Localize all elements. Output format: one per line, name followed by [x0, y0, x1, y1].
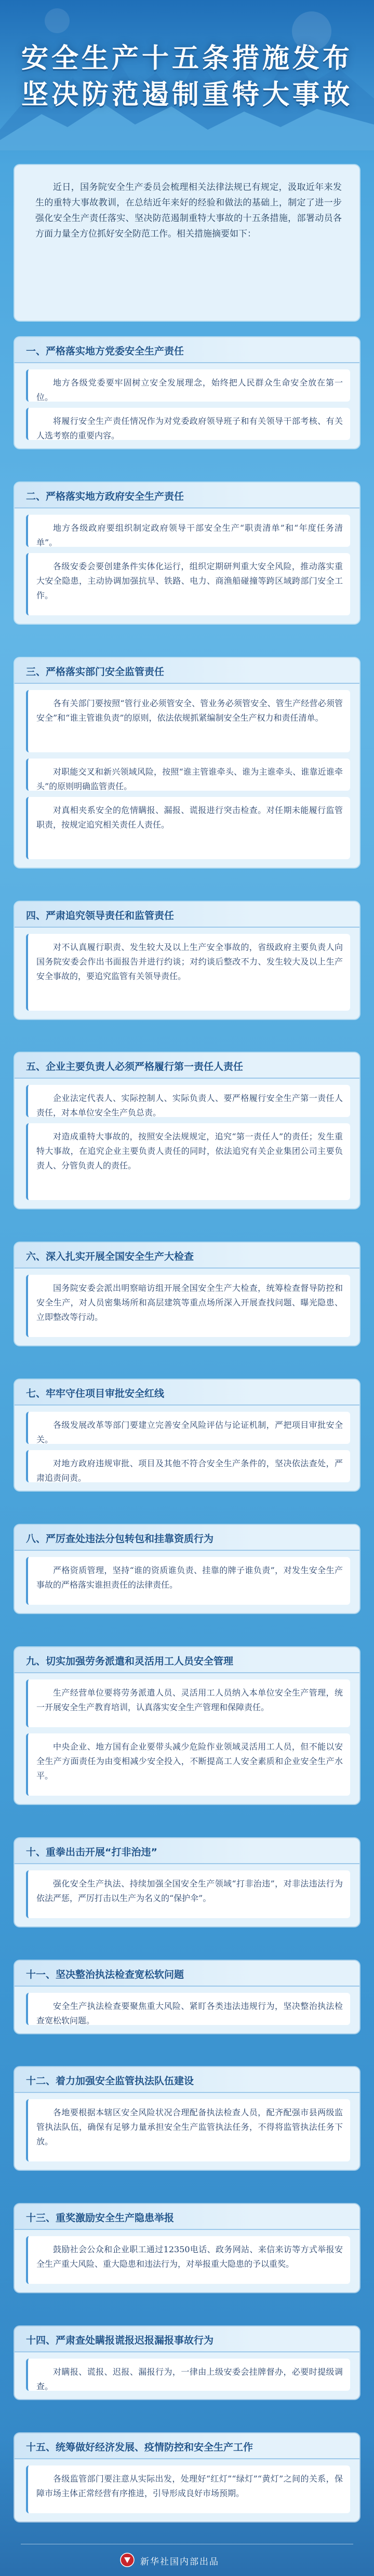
section-card: [26, 1993, 350, 2025]
section-title: 九、切实加强劳务派遣和灵活用工人员安全管理: [26, 1655, 234, 1667]
section-card: [26, 553, 350, 615]
section-card: [26, 1733, 350, 1796]
intro-panel: [15, 165, 359, 321]
section-card: [26, 1557, 350, 1605]
section-7: [15, 1380, 359, 1491]
intro-paragraph: 近日，国务院安全生产委员会梳理相关法律法规已有规定，汲取近年来发生的重特大事故教训，在总结近年来好的经验和做法的基础上，制定了进一步强化安全生产责任落实、坚决防范遏制重特大事故的十五条措施，部署动员各方面力量全方位抓好安全防范工作。相关措施摘要如下：: [35, 182, 342, 239]
section-11: [15, 1961, 359, 2033]
section-card: [26, 2099, 350, 2161]
section-header: [15, 1380, 359, 1406]
section-paragraph: 生产经营单位要将劳务派遣人员、灵活用工人员纳入本单位安全生产管理，统一开展安全生产教育培训，认真落实安全生产管理和保障责任。: [36, 1687, 343, 1712]
section-title: 十三、重奖激励安全生产隐患举报: [26, 2212, 175, 2224]
section-paragraph: 对地方政府违规审批、项目及其他不符合安全生产条件的，坚决依法查处，严肃追责问责。: [36, 1458, 343, 1483]
section-paragraph: 国务院安委会派出明察暗访组开展全国安全生产大检查，统筹检查督导防控和安全生产，对人员密集场所和高层建筑等重点场所深入开展查找问题、曝光隐患、立即整改等行动。: [36, 1283, 343, 1323]
section-header: [15, 483, 359, 508]
section-paragraph: 强化安全生产执法、持续加强全国安全生产领域“打非治违”，对非法违法行为依法严惩，严厉打击以生产为名义的“保护伞”。: [36, 1878, 343, 1903]
section-card: [26, 1870, 350, 1918]
section-card: [26, 797, 350, 859]
section-paragraph: 对职能交叉和新兴领域风险，按照“谁主管谁牵头、谁为主谁牵头、谁靠近谁牵头”的原则明确监管责任。: [36, 766, 343, 791]
section-card: [26, 1085, 350, 1117]
section-paragraph: 对不认真履行职责、发生较大及以上生产安全事故的，省级政府主要负责人向国务院安委会作出书面报告并进行约谈；对约谈后整改不力、发生较大及以上生产安全事故的，要追究监管有关领导责任。: [36, 942, 343, 981]
section-card: [26, 2359, 350, 2391]
section-card: [26, 515, 350, 547]
section-paragraph: 地方各级政府要组织制定政府领导干部安全生产“职责清单”和“年度任务清单”。: [36, 522, 343, 547]
section-header: [15, 902, 359, 928]
section-1: [15, 337, 359, 448]
section-paragraph: 安全生产执法检查要聚焦重大风险、紧盯各类违法违规行为，坚决整治执法检查宽松软问题。: [36, 2001, 343, 2026]
section-card: [26, 1412, 350, 1444]
section-title: 十四、严肃查处瞒报谎报迟报漏报事故行为: [26, 2335, 214, 2347]
section-6: [15, 1243, 359, 1345]
section-15: [15, 2433, 359, 2522]
section-title: 四、严肃追究领导责任和监管责任: [26, 910, 175, 921]
section-header: [15, 1647, 359, 1673]
section-header: [15, 1525, 359, 1551]
section-header: [15, 1961, 359, 1987]
section-header: [15, 1838, 359, 1864]
section-paragraph: 中央企业、地方国有企业要带头减少危险作业领域灵活用工人员，但不能以安全生产方面责任为由变相减少安全投入，不断提高工人安全素质和企业安全生产水平。: [36, 1741, 343, 1781]
section-header: [15, 337, 359, 363]
section-header: [15, 2204, 359, 2230]
page-title-line-2: 坚决防范遏制重特大事故: [21, 79, 353, 111]
section-5: [15, 1053, 359, 1208]
section-title: 一、严格落实地方党委安全生产责任: [26, 346, 184, 357]
section-header: [15, 1243, 359, 1269]
section-paragraph: 地方各级党委要牢固树立安全发展理念，始终把人民群众生命安全放在第一位。: [36, 378, 343, 402]
section-paragraph: 各级安委会要创建条件实体化运行，组织定期研判重大安全风险，推动落实重大安全隐患，主动协调加强抗旱、铁路、电力、商渔船碰撞等跨区域跨部门安全工作。: [36, 561, 343, 600]
section-card: [26, 1450, 350, 1482]
section-paragraph: 各级监管部门要注意从实际出发，处理好“红灯”“绿灯”“黄灯”之间的关系，保障市场主体正常经营有序推进，引导形成良好市场预期。: [36, 2474, 343, 2498]
section-header: [15, 658, 359, 684]
section-title: 十一、坚决整治执法检查宽松软问题: [26, 1968, 184, 1980]
section-paragraph: 企业法定代表人、实际控制人、实际负责人、要严格履行安全生产第一责任人责任，对本单位安全生产负总责。: [36, 1093, 343, 1118]
footer-credit: 新华社国内部出品: [140, 2557, 219, 2567]
section-14: [15, 2326, 359, 2399]
section-9: [15, 1647, 359, 1804]
section-title: 六、深入扎实开展全国安全生产大检查: [26, 1251, 194, 1263]
title-banner: [0, 0, 374, 150]
section-header: [15, 2067, 359, 2093]
section-12: [15, 2067, 359, 2170]
section-title: 十二、着力加强安全监管执法队伍建设: [26, 2075, 194, 2087]
section-header: [15, 2433, 359, 2459]
section-10: [15, 1838, 359, 1926]
section-card: [26, 2465, 350, 2513]
section-title: 五、企业主要负责人必须严格履行第一责任人责任: [26, 1061, 244, 1073]
section-card: [26, 1123, 350, 1200]
section-paragraph: 各级发展改革等部门要建立完善安全风险评估与论证机制，严把项目审批安全关。: [36, 1420, 343, 1445]
section-title: 七、牢牢守住项目审批安全红线: [26, 1388, 165, 1400]
section-title: 十五、统筹做好经济发展、疫情防控和安全生产工作: [26, 2442, 253, 2453]
section-title: 二、严格落实地方政府安全生产责任: [26, 490, 184, 502]
section-paragraph: 各有关部门要按照“管行业必须管安全、管业务必须管安全、管生产经营必须管安全”和“谁主管谁负责”的原则，依法依规抓紧编制安全生产权力和责任清单。: [36, 698, 343, 723]
section-2: [15, 483, 359, 624]
xinhua-logo-icon: [119, 2552, 135, 2568]
section-paragraph: 对造成重特大事故的，按照安全法规规定，追究“第一责任人”的责任；发生重特大事故，在追究企业主要负责人责任的同时，依法追究有关企业集团公司主要负责人、分管负责人的责任。: [36, 1132, 343, 1171]
section-header: [15, 1053, 359, 1079]
section-paragraph: 严格资质管理，坚持“谁的资质谁负责、挂靠的牌子谁负责”，对发生安全生产事故的严格落实谁担责任的法律责任。: [36, 1565, 343, 1590]
section-title: 三、严格落实部门安全监管责任: [26, 666, 165, 678]
section-card: [26, 690, 350, 752]
section-paragraph: 鼓励社会公众和企业职工通过12350电话、政务网站、来信来访等方式举报安全生产重大风险、重大隐患和违法行为，对举报重大隐患的予以重奖。: [36, 2244, 343, 2269]
footer: [0, 2534, 374, 2576]
section-card: [26, 1275, 350, 1337]
section-title: 八、严厉查处违法分包转包和挂靠资质行为: [26, 1533, 214, 1545]
section-card: [26, 934, 350, 1011]
section-card: [26, 408, 350, 440]
section-title: 十、重拳出击开展“打非治违”: [26, 1846, 157, 1858]
section-card: [26, 2236, 350, 2284]
section-card: [26, 369, 350, 402]
section-8: [15, 1525, 359, 1613]
section-13: [15, 2204, 359, 2292]
page-title-line-1: 安全生产十五条措施发布: [21, 43, 353, 74]
section-paragraph: 对瞒报、谎报、迟报、漏报行为，一律由上级安委会挂牌督办，必要时提级调查。: [36, 2367, 343, 2392]
section-paragraph: 对真相夹系安全的危情瞒报、漏报、谎报进行突击检查。对任期未能履行监管职责，按规定追究相关责任人责任。: [36, 805, 343, 830]
section-card: [26, 1679, 350, 1727]
section-card: [26, 759, 350, 791]
section-3: [15, 658, 359, 867]
section-paragraph: 将履行安全生产责任情况作为对党委政府领导班子和有关领导干部考核、有关人选考察的重要内容。: [36, 416, 343, 440]
section-paragraph: 各地要根据本辖区安全风险状况合理配备执法检查人员，配齐配强市县两级监管执法队伍，确保有足够力量承担安全生产监管执法任务，不得将监管执法任务下放。: [36, 2107, 343, 2147]
section-4: [15, 902, 359, 1019]
section-header: [15, 2326, 359, 2352]
